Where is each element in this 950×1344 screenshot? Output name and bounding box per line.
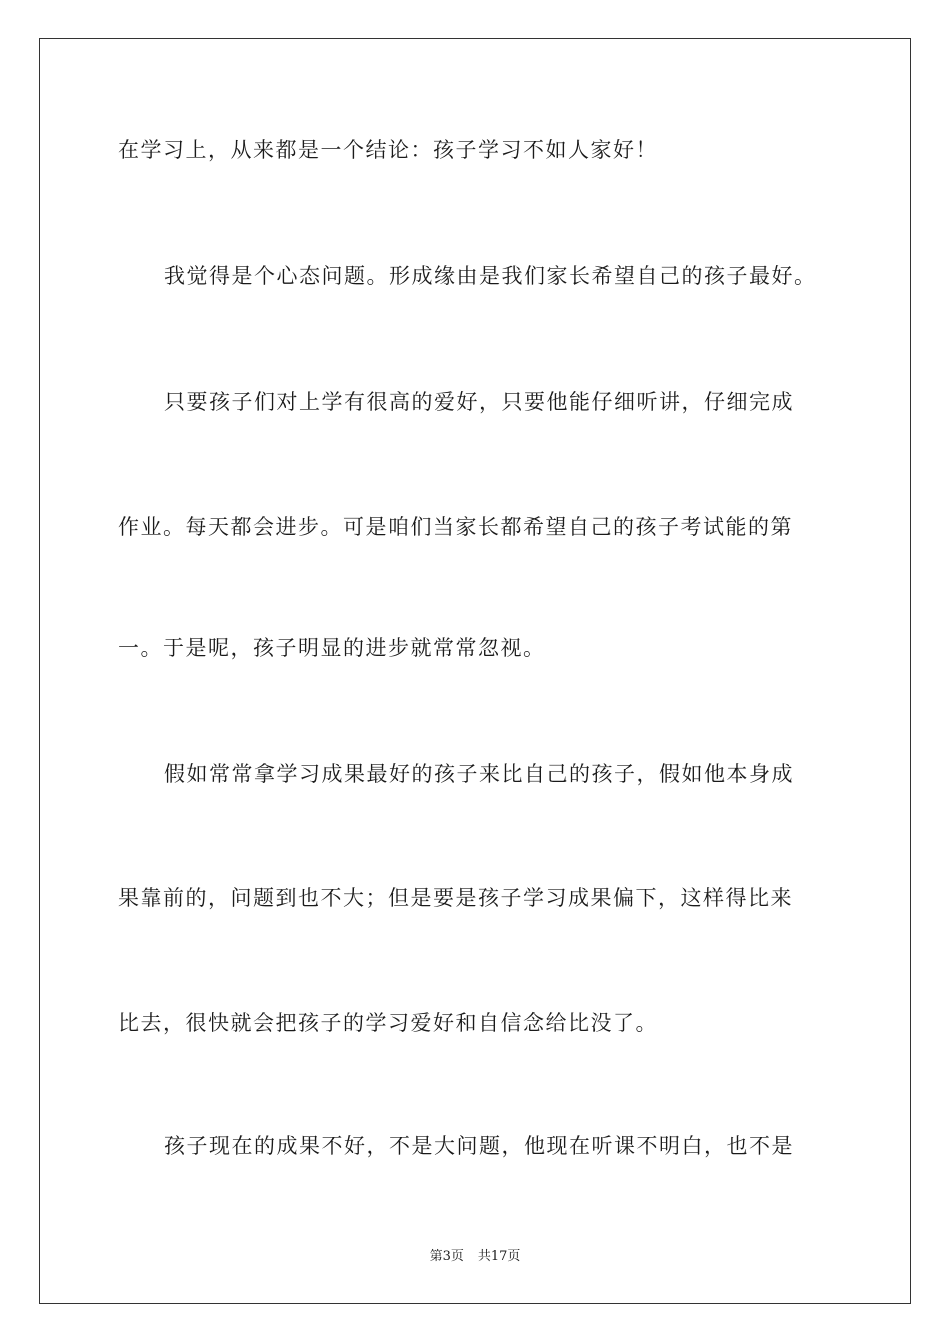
text-line: 我觉得是个心态问题。形成缘由是我们家长希望自己的孩子最好。 xyxy=(164,264,817,288)
page-border xyxy=(39,38,911,1304)
text-line: 在学习上，从来都是一个结论：孩子学习不如人家好！ xyxy=(118,138,658,162)
text-line: 只要孩子们对上学有很高的爱好，只要他能仔细听讲，仔细完成 xyxy=(164,390,794,414)
text-line: 假如常常拿学习成果最好的孩子来比自己的孩子，假如他本身成 xyxy=(164,762,794,786)
current-page-number: 第3页 xyxy=(429,1249,464,1264)
text-line: 比去，很快就会把孩子的学习爱好和自信念给比没了。 xyxy=(118,1011,658,1035)
text-line: 孩子现在的成果不好，不是大问题，他现在听课不明白，也不是 xyxy=(164,1134,794,1158)
text-line: 作业。每天都会进步。可是咱们当家长都希望自己的孩子考试能的第 xyxy=(118,515,793,539)
page-footer xyxy=(0,1248,950,1266)
text-line: 一。于是呢，孩子明显的进步就常常忽视。 xyxy=(118,636,546,660)
text-line: 果靠前的，问题到也不大；但是要是孩子学习成果偏下，这样得比来 xyxy=(118,886,793,910)
total-pages: 共17页 xyxy=(477,1249,521,1264)
